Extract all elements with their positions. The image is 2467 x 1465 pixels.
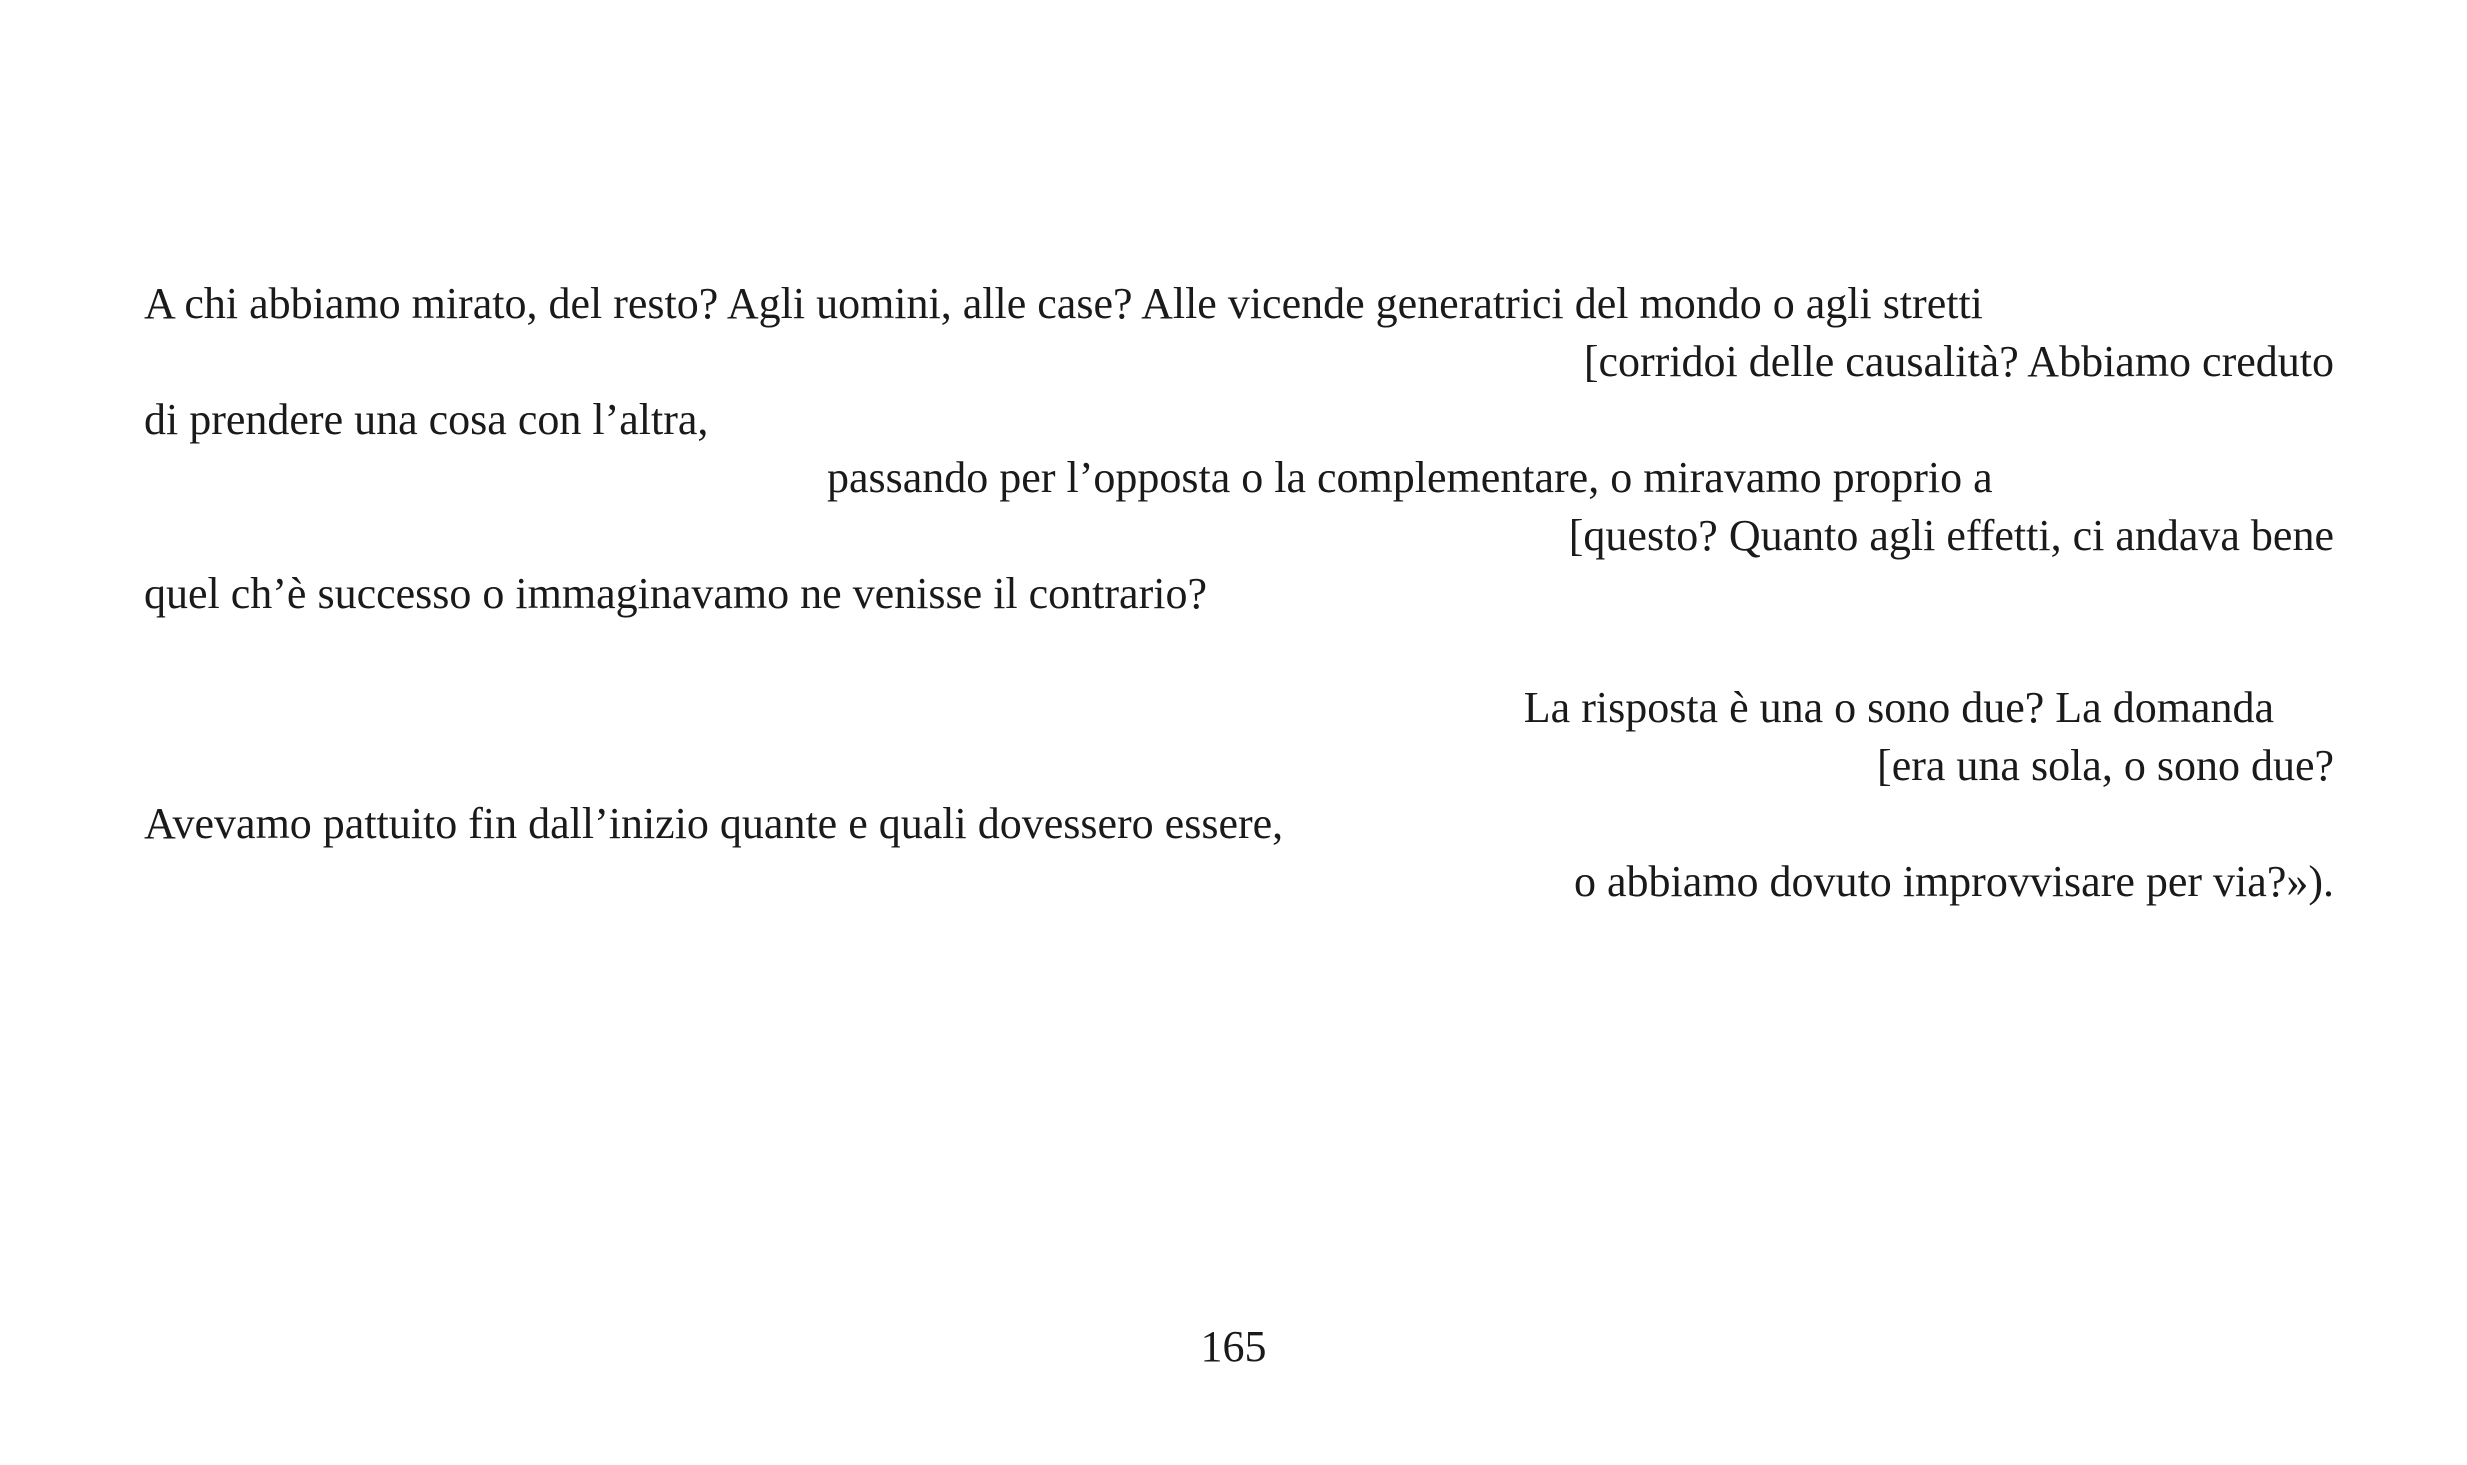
poem-line: [corridoi delle causalità? Abbiamo creduto <box>1583 337 2334 386</box>
poem-line: [era una sola, o sono due? <box>1877 741 2334 790</box>
poem-line: A chi abbiamo mirato, del resto? Agli uomini, alle case? Alle vicende generatrici del mondo o agli stretti <box>144 279 1983 328</box>
poem-line: quel ch’è successo o immaginavamo ne venisse il contrario? <box>144 569 1207 618</box>
poem-text <box>144 275 2334 911</box>
poem-line: di prendere una cosa con l’altra, <box>144 395 709 444</box>
stanza-break <box>144 623 2334 679</box>
poem-line: [questo? Quanto agli effetti, ci andava bene <box>1568 511 2334 560</box>
poem-line: passando per l’opposta o la complementare, o miravamo proprio a <box>827 453 1993 502</box>
poem-line: La risposta è una o sono due? La domanda <box>1523 683 2274 732</box>
poem-line: Avevamo pattuito fin dall’inizio quante e quali dovessero essere, <box>144 799 1284 848</box>
page-number: 165 <box>1200 1322 1267 1371</box>
poem-line: o abbiamo dovuto improvvisare per via?»). <box>1573 857 2334 906</box>
